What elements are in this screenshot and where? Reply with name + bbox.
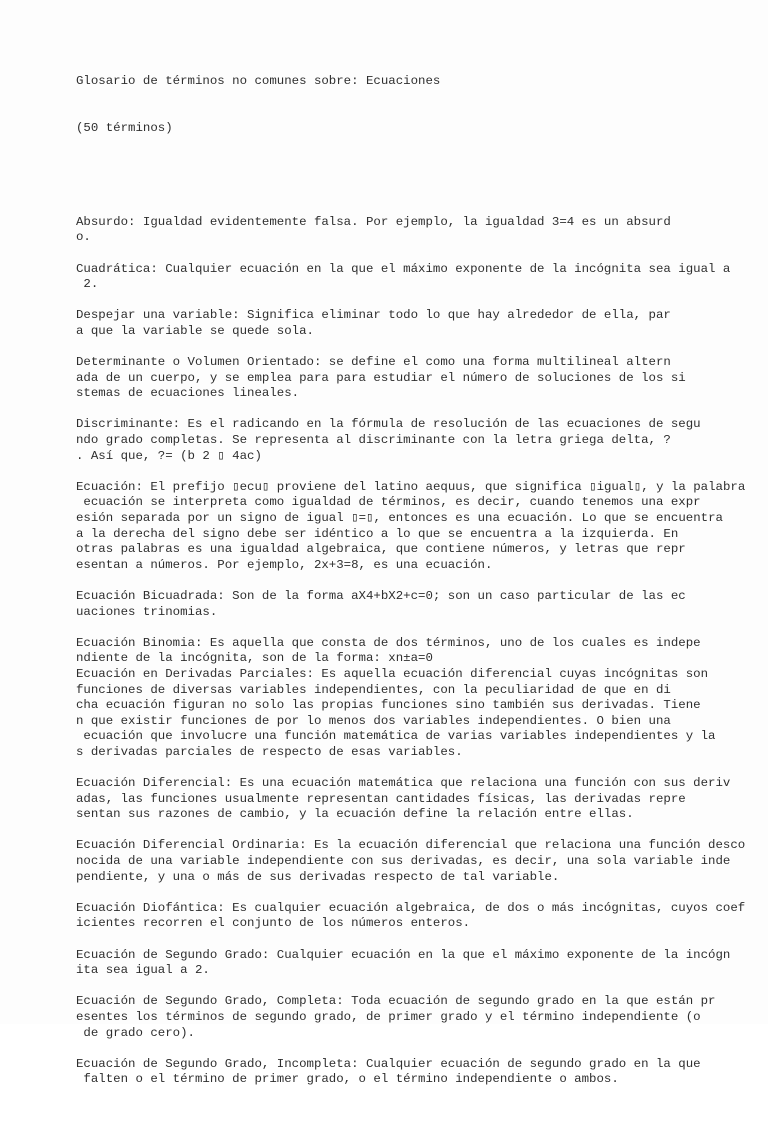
entry-text-line: Despejar una variable: Significa eliminar todo lo que hay alrededor de ella, par xyxy=(76,308,671,323)
glossary-entry-discriminante xyxy=(76,417,756,464)
entry-text-line: uaciones trinomias. xyxy=(76,604,218,619)
entry-text-line: Absurdo: Igualdad evidentemente falsa. Por ejemplo, la igualdad 3=4 es un absurd xyxy=(76,214,671,229)
entry-text-line: Ecuación: El prefijo ▯ecu▯ proviene del latino aequus, que significa ▯igual▯, y la palabra xyxy=(76,479,746,494)
entry-text-line: ada de un cuerpo, y se emplea para para estudiar el número de soluciones de los si xyxy=(76,370,686,385)
entry-text-line: Determinante o Volumen Orientado: se define el como una forma multilineal altern xyxy=(76,355,671,370)
glossary-entry-ecuacion-segundo-grado-completa xyxy=(76,994,756,1041)
entry-text-line: ndiente de la incógnita, son de la forma: xn±a=0 xyxy=(76,651,433,666)
glossary-entry-ecuacion-segundo-grado-incompleta xyxy=(76,1057,756,1088)
glossary-entries xyxy=(76,215,756,1088)
entry-text-line: stemas de ecuaciones lineales. xyxy=(76,386,300,401)
glossary-entry-ecuacion-segundo-grado xyxy=(76,948,756,979)
entry-text-line: icientes recorren el conjunto de los números enteros. xyxy=(76,916,471,931)
glossary-entry-ecuacion xyxy=(76,480,756,574)
entry-text-line: esión separada por un signo de igual ▯=▯, entonces es una ecuación. Lo que se encuentra xyxy=(76,511,723,525)
entry-text-line: ita sea igual a 2. xyxy=(76,963,210,978)
entry-text-line: adas, las funciones usualmente representan cantidades físicas, las derivadas repre xyxy=(76,791,686,806)
entry-text-line: Ecuación de Segundo Grado: Cualquier ecuación en la que el máximo exponente de la incógn xyxy=(76,947,731,962)
glossary-entry-ecuacion-diferencial xyxy=(76,776,756,823)
entry-text-line: Ecuación Diofántica: Es cualquier ecuación algebraica, de dos o más incógnitas, cuyos coef xyxy=(76,900,746,915)
entry-text-line: a la derecha del signo debe ser idéntico a lo que se encuentra a la izquierda. En xyxy=(76,526,679,541)
entry-text-line: esentan a números. Por ejemplo, 2x+3=8, es una ecuación. xyxy=(76,557,493,572)
entry-text-line: Ecuación en Derivadas Parciales: Es aquella ecuación diferencial cuyas incógnitas son xyxy=(76,666,709,681)
glossary-entry-despejar-una-variable xyxy=(76,308,756,339)
entry-text-line: Ecuación Bicuadrada: Son de la forma aX4+bX2+c=0; son un caso particular de las ec xyxy=(76,588,686,603)
entry-text-line: s derivadas parciales de respecto de esas variables. xyxy=(76,744,463,759)
entry-text-line: esentes los términos de segundo grado, de primer grado y el término independiente (o xyxy=(76,1010,701,1024)
title-line: Glosario de términos no comunes sobre: Ecuaciones xyxy=(76,74,441,89)
entry-text-line: Ecuación Diferencial Ordinaria: Es la ecuación diferencial que relaciona una función desco xyxy=(76,838,746,853)
entry-text-line: de grado cero). xyxy=(76,1025,195,1040)
entry-text-line: sentan sus razones de cambio, y la ecuación define la relación entre ellas. xyxy=(76,807,634,822)
entry-text-line: otras palabras es una igualdad algebraica, que contiene números, y letras que repr xyxy=(76,542,686,557)
glossary-entry-ecuacion-bicuadrada xyxy=(76,589,756,620)
glossary-entry-ecuacion-diofantica xyxy=(76,901,756,932)
entry-text-line: ndo grado completas. Se representa al discriminante con la letra griega delta, ? xyxy=(76,433,671,448)
entry-text-line: nocida de una variable independiente con sus derivadas, es decir, una sola variable inde xyxy=(76,854,731,869)
entry-text-line: falten o el término de primer grado, o el término independiente o ambos. xyxy=(76,1072,619,1087)
entry-text-line: 2. xyxy=(76,277,99,292)
glossary-entry-ecuacion-derivadas-parciales xyxy=(76,667,756,761)
document-title xyxy=(76,43,756,168)
entry-text-line: . Así que, ?= (b 2 ▯ 4ac) xyxy=(76,448,262,463)
term-count-line: (50 términos) xyxy=(76,121,173,136)
entry-text-line: ecuación se interpreta como igualdad de términos, es decir, cuando tenemos una expr xyxy=(76,495,701,510)
glossary-entry-cuadratica xyxy=(76,262,756,293)
glossary-entry-ecuacion-binomia xyxy=(76,636,756,667)
entry-text-line: Discriminante: Es el radicando en la fórmula de resolución de las ecuaciones de segu xyxy=(76,417,701,432)
entry-text-line: Ecuación Binomia: Es aquella que consta de dos términos, uno de los cuales es indepe xyxy=(76,635,701,650)
entry-text-line: Ecuación de Segundo Grado, Completa: Toda ecuación de segundo grado en la que están pr xyxy=(76,994,716,1009)
entry-text-line: Ecuación Diferencial: Es una ecuación matemática que relaciona una función con sus deriv xyxy=(76,776,731,791)
glossary-entry-absurdo xyxy=(76,215,756,246)
glossary-entry-determinante xyxy=(76,355,756,402)
entry-text-line: Ecuación de Segundo Grado, Incompleta: Cualquier ecuación de segundo grado en la que xyxy=(76,1056,701,1071)
entry-text-line: a que la variable se quede sola. xyxy=(76,323,314,338)
glossary-entry-ecuacion-diferencial-ordinaria xyxy=(76,838,756,885)
glossary-text xyxy=(76,12,756,1135)
entry-text-line: pendiente, y una o más de sus derivadas respecto de tal variable. xyxy=(76,869,560,884)
entry-text-line: funciones de diversas variables independientes, con la peculiaridad de que en di xyxy=(76,682,671,697)
entry-text-line: o. xyxy=(76,230,91,245)
entry-text-line: cha ecuación figuran no solo las propias funciones sino también sus derivadas. Tiene xyxy=(76,698,701,713)
entry-text-line: ecuación que involucre una función matemática de varias variables independientes y la xyxy=(76,729,716,744)
entry-text-line: Cuadrática: Cualquier ecuación en la que el máximo exponente de la incógnita sea igual a xyxy=(76,261,731,276)
entry-text-line: n que existir funciones de por lo menos dos variables independientes. O bien una xyxy=(76,713,671,728)
